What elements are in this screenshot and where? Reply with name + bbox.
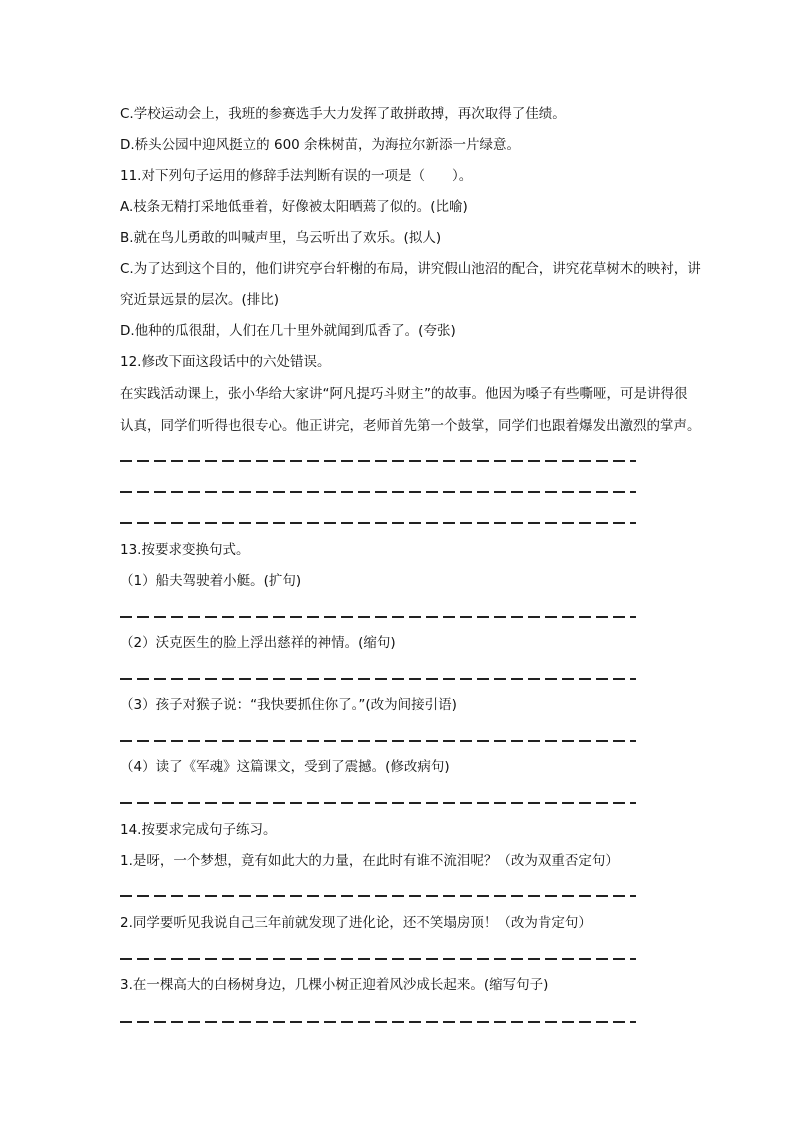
q14-answer-line-2[interactable] (120, 958, 636, 960)
q11-option-c-line2: 究近景远景的层次。(排比) (120, 292, 280, 308)
q12-answer-line-3[interactable] (120, 522, 636, 524)
q13-item-1: （1）船夫驾驶着小艇。(扩句) (120, 573, 302, 589)
q14-item-3: 3.在一棵高大的白杨树身边，几棵小树正迎着风沙成长起来。(缩写句子) (120, 977, 549, 993)
q11-option-b: B.就在鸟儿勇敢的叫喊声里，乌云听出了欢乐。(拟人) (120, 230, 442, 246)
q13-item-3: （3）孩子对猴子说：“我快要抓住你了。”(改为间接引语) (120, 697, 457, 713)
q13-answer-line-4[interactable] (120, 802, 636, 804)
q12-paragraph-line1: 在实践活动课上，张小华给大家讲“阿凡提巧斗财主”的故事。他因为嗓子有些嘶哑，可是讲得很 (120, 386, 688, 402)
q14-item-2: 2.同学要听见我说自己三年前就发现了进化论，还不笑塌房顶！（改为肯定句） (120, 915, 592, 931)
q12-title: 12.修改下面这段话中的六处错误。 (120, 354, 331, 370)
q13-answer-line-3[interactable] (120, 740, 636, 742)
q11-title: 11.对下列句子运用的修辞手法判断有误的一项是（ ）。 (120, 168, 473, 184)
q13-answer-line-2[interactable] (120, 678, 636, 680)
q14-title: 14.按要求完成句子练习。 (120, 822, 277, 838)
q11-option-a: A.枝条无精打采地低垂着，好像被太阳晒蔫了似的。(比喻) (120, 199, 468, 215)
q14-answer-line-1[interactable] (120, 895, 636, 897)
q13-item-2: （2）沃克医生的脸上浮出慈祥的神情。(缩句) (120, 635, 396, 651)
q12-paragraph-line2: 认真，同学们听得也很专心。他正讲完，老师首先第一个鼓掌，同学们也跟着爆发出激烈的掌声。 (120, 418, 701, 434)
q10-option-d: D.桥头公园中迎风挺立的 600 余株树苗，为海拉尔新添一片绿意。 (120, 137, 521, 153)
q13-answer-line-1[interactable] (120, 616, 636, 618)
q12-answer-line-1[interactable] (120, 460, 636, 462)
q14-item-1: 1.是呀，一个梦想，竟有如此大的力量，在此时有谁不流泪呢？（改为双重否定句） (120, 853, 619, 869)
q12-answer-line-2[interactable] (120, 491, 636, 493)
q11-option-d: D.他种的瓜很甜，人们在几十里外就闻到瓜香了。(夸张) (120, 323, 456, 339)
q14-answer-line-3[interactable] (120, 1021, 636, 1023)
q10-option-c: C.学校运动会上，我班的参赛选手大力发挥了敢拼敢搏，再次取得了佳绩。 (120, 106, 566, 122)
q13-title: 13.按要求变换句式。 (120, 542, 250, 558)
q11-option-c-line1: C.为了达到这个目的，他们讲究亭台轩榭的布局，讲究假山池沼的配合，讲究花草树木的映衬，讲 (120, 261, 701, 277)
q13-item-4: （4）读了《军魂》这篇课文，受到了震撼。(修改病句) (120, 759, 450, 775)
